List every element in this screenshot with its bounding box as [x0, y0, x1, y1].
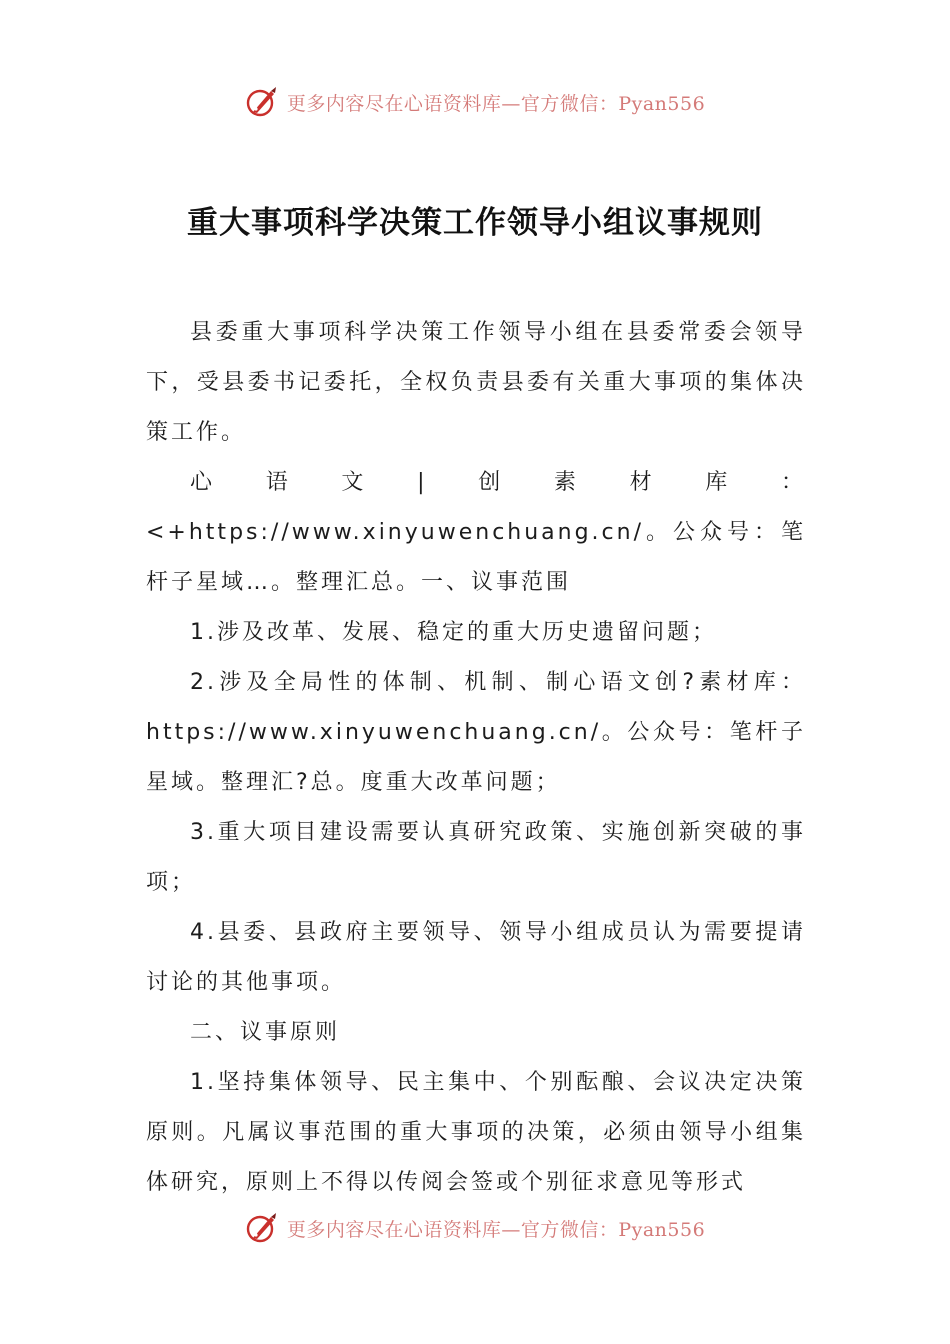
paragraph-principle-item-1: 1.坚持集体领导、民主集中、个别酝酿、会议决定决策原则。凡属议事范围的重大事项的决策，必须由领导小组集体研究，原则上不得以传阅会签或个别征求意见等形式: [146, 1070, 806, 1195]
paragraph-scope-item-3: 3.重大项目建设需要认真研究政策、实施创新突破的事项；: [146, 820, 806, 895]
watermark-text: 更多内容尽在心语资料库—官方微信：Pyan556: [286, 1218, 706, 1241]
paragraph-scope-item-4: 4.县委、县政府主要领导、领导小组成员认为需要提请讨论的其他事项。: [146, 920, 806, 995]
paragraph-source-note: 心语文|创素材库：<+https://www.xinyuwenchuang.cn/。公众号：笔杆子星域…。整理汇总。一、议事范围: [146, 470, 806, 595]
footer-watermark-banner: [0, 1206, 950, 1250]
paragraph-scope-item-1: 1.涉及改革、发展、稳定的重大历史遗留问题；: [190, 620, 717, 645]
quill-pen-logo-icon: [245, 85, 279, 119]
paragraph-intro: 县委重大事项科学决策工作领导小组在县委常委会领导下，受县委书记委托，全权负责县委有关重大事项的集体决策工作。: [146, 320, 806, 445]
section-heading-principles: 二、议事原则: [190, 1020, 341, 1045]
quill-pen-logo-icon: [245, 1211, 279, 1245]
document-body: [146, 308, 806, 1208]
paragraph-scope-item-2: 2.涉及全局性的体制、机制、制心语文创?素材库：https://www.xinyuwenchuang.cn/。公众号：笔杆子星域。整理汇?总。度重大改革问题；: [146, 670, 806, 795]
document-title: 重大事项科学决策工作领导小组议事规则: [187, 204, 763, 241]
header-watermark-banner: [0, 80, 950, 124]
watermark-text: 更多内容尽在心语资料库—官方微信：Pyan556: [286, 92, 706, 115]
